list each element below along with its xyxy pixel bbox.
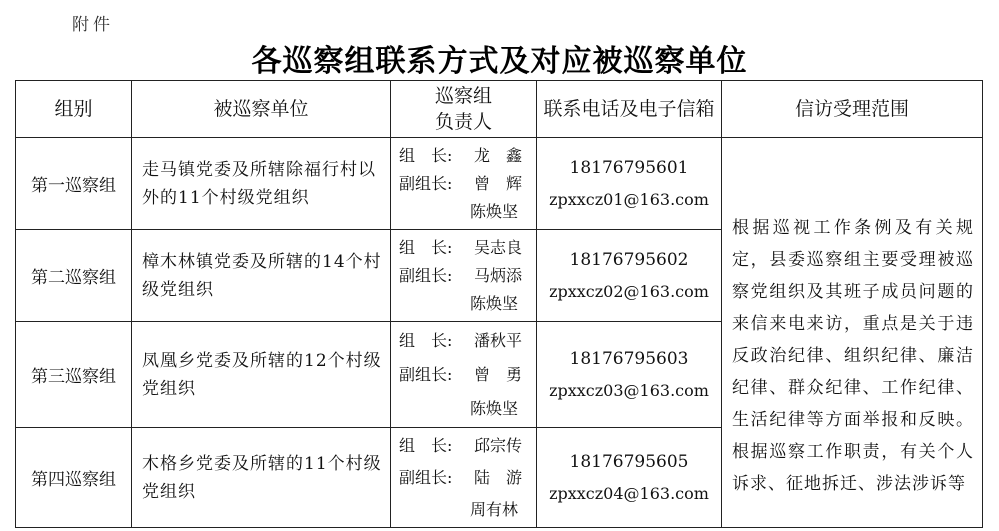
- deputy-label: 副组长:: [399, 467, 453, 487]
- deputy-name-2: 陈焕坚: [469, 293, 518, 313]
- scope-text: 根据巡视工作条例及有关规定，县委巡察组主要受理被巡察党组织及其班子成员问题的来信来电来访，重点是关于违反政治纪律、组织纪律、廉洁纪律、群众纪律、工作纪律、生活纪律等方面举报和反映。根据巡察工作职责，有关个人诉求、征地拆迁、涉法涉诉等: [732, 218, 974, 494]
- contact-cell: [537, 230, 722, 322]
- deputy-name: 陆 游: [473, 467, 522, 487]
- column-header-contact: 联系电话及电子信箱: [537, 81, 722, 138]
- leader-name: 吴志良: [473, 237, 522, 257]
- deputy-name: 曾 辉: [473, 173, 522, 193]
- deputy-label: 副组长:: [399, 364, 453, 384]
- leader-label: 组 长:: [399, 330, 453, 350]
- unit-cell: 木格乡党委及所辖的11个村级党组织: [132, 428, 391, 528]
- deputy-name: 马炳添: [473, 265, 522, 285]
- column-header-leader: 巡察组 负责人: [391, 81, 537, 138]
- phone-number: 18176795601: [569, 157, 689, 178]
- table-row: [16, 138, 983, 230]
- document-title: 各巡察组联系方式及对应被巡察单位: [251, 44, 748, 79]
- leader-name: 潘秋平: [473, 330, 522, 350]
- deputy-name: 曾 勇: [473, 364, 522, 384]
- leader-label: 组 长:: [399, 145, 453, 165]
- email-address: zpxxcz01@163.com: [549, 189, 709, 209]
- email-address: zpxxcz03@163.com: [549, 380, 709, 400]
- leader-name: 龙 鑫: [473, 145, 522, 165]
- contact-cell: [537, 322, 722, 428]
- scope-cell: [722, 138, 983, 528]
- deputy-label: 副组长:: [399, 173, 453, 193]
- contact-cell: [537, 428, 722, 528]
- attachment-label: 附件: [72, 15, 114, 35]
- contact-cell: [537, 138, 722, 230]
- unit-cell: 樟木林镇党委及所辖的14个村级党组织: [132, 230, 391, 322]
- leader-label: 组 长:: [399, 435, 453, 455]
- phone-number: 18176795602: [569, 249, 689, 270]
- email-address: zpxxcz04@163.com: [549, 483, 709, 503]
- leader-cell: [391, 322, 537, 428]
- column-header-group: 组别: [16, 81, 132, 138]
- leader-cell: [391, 230, 537, 322]
- leader-cell: [391, 138, 537, 230]
- column-header-unit: 被巡察单位: [132, 81, 391, 138]
- group-cell: 第三巡察组: [16, 322, 132, 428]
- email-address: zpxxcz02@163.com: [549, 281, 709, 301]
- unit-cell: 凤凰乡党委及所辖的12个村级党组织: [132, 322, 391, 428]
- group-cell: 第四巡察组: [16, 428, 132, 528]
- deputy-label: 副组长:: [399, 265, 453, 285]
- leader-cell: [391, 428, 537, 528]
- leader-name: 邱宗传: [473, 435, 522, 455]
- table-header-row: [16, 81, 983, 138]
- unit-cell: 走马镇党委及所辖除福行村以外的11个村级党组织: [132, 138, 391, 230]
- phone-number: 18176795603: [569, 348, 689, 369]
- leader-label: 组 长:: [399, 237, 453, 257]
- deputy-name-2: 周有林: [469, 499, 518, 519]
- column-header-scope: 信访受理范围: [722, 81, 983, 138]
- inspection-groups-table: [15, 80, 983, 528]
- deputy-name-2: 陈焕坚: [469, 201, 518, 221]
- deputy-name-2: 陈焕坚: [469, 398, 518, 418]
- phone-number: 18176795605: [569, 451, 689, 472]
- group-cell: 第二巡察组: [16, 230, 132, 322]
- group-cell: 第一巡察组: [16, 138, 132, 230]
